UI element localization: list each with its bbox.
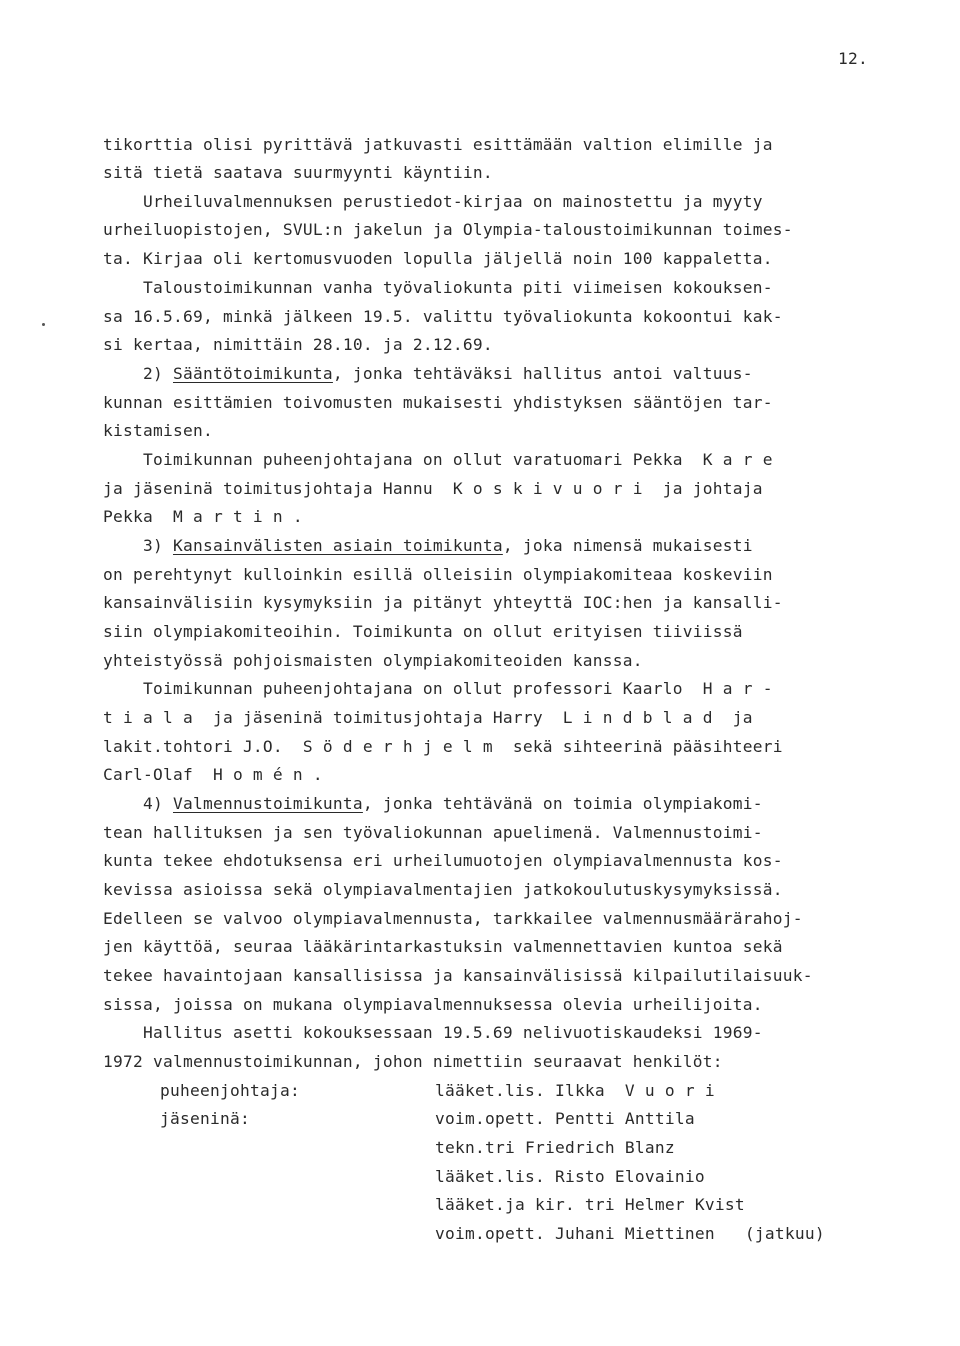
member-name: lääket.lis. Ilkka V u o r i <box>435 1081 715 1100</box>
text-line: sissa, joissa on mukana olympiavalmennuksessa olevia urheilijoita. <box>103 995 763 1014</box>
text-line: lakit.tohtori J.O. S ö d e r h j e l m sekä sihteerinä pääsihteeri <box>103 737 783 756</box>
text-line: si kertaa, nimittäin 28.10. ja 2.12.69. <box>103 335 493 354</box>
text-line: tekee havaintojaan kansallisissa ja kansainvälisissä kilpailutilaisuuk- <box>103 966 813 985</box>
text-line: sa 16.5.69, minkä jälkeen 19.5. valittu työvaliokunta kokoontui kak- <box>103 307 783 326</box>
text-line: kansainvälisiin kysymyksiin ja pitänyt yhteyttä IOC:hen ja kansalli- <box>103 593 783 612</box>
text-line: kunnan esittämien toivomusten mukaisesti yhdistyksen sääntöjen tar- <box>103 393 773 412</box>
text-line: Carl-Olaf H o m é n . <box>103 765 323 784</box>
section-number: 4) <box>103 794 173 813</box>
section-number: 2) <box>103 364 173 383</box>
text-line: Toimikunnan puheenjohtajana on ollut varatuomari Pekka K a r e <box>103 450 773 469</box>
text-line: kunta tekee ehdotuksensa eri urheilumuotojen olympiavalmennusta kos- <box>103 851 783 870</box>
member-name: lääket.lis. Risto Elovainio <box>435 1167 705 1186</box>
text-line: sitä tietä saatava suurmyynti käyntiin. <box>103 163 493 182</box>
member-name: voim.opett. Pentti Anttila <box>435 1109 695 1128</box>
section-title: Kansainvälisten asiain toimikunta <box>172 536 503 555</box>
section-3-heading-line <box>103 536 753 556</box>
text-line: siin olympiakomiteoihin. Toimikunta on ollut erityisen tiiviissä <box>103 622 743 641</box>
member-name: tekn.tri Friedrich Blanz <box>435 1138 675 1157</box>
member-name: voim.opett. Juhani Miettinen (jatkuu) <box>435 1224 825 1243</box>
section-4-heading-line <box>103 794 763 814</box>
text-line: 1972 valmennustoimikunnan, johon nimettiin seuraavat henkilöt: <box>103 1052 723 1071</box>
section-2-heading-line <box>103 364 753 384</box>
text-line: on perehtynyt kulloinkin esillä olleisiin olympiakomiteaa koskeviin <box>103 565 773 584</box>
section-heading-rest: , jonka tehtäväksi hallitus antoi valtuus- <box>332 364 753 383</box>
page-number: 12. <box>838 49 868 68</box>
text-line: tikorttia olisi pyrittävä jatkuvasti esittämään valtion elimille ja <box>103 135 773 154</box>
section-number: 3) <box>103 536 173 555</box>
section-heading-rest: , joka nimensä mukaisesti <box>502 536 753 555</box>
text-line: Pekka M a r t i n . <box>103 507 303 526</box>
section-title: Valmennustoimikunta <box>172 794 363 813</box>
text-line: Edelleen se valvoo olympiavalmennusta, tarkkailee valmennusmäärärahoj- <box>103 909 803 928</box>
text-line: tean hallituksen ja sen työvaliokunnan apuelimenä. Valmennustoimi- <box>103 823 763 842</box>
text-line: Urheiluvalmennuksen perustiedot-kirjaa on mainostettu ja myyty <box>103 192 763 211</box>
text-line: Toimikunnan puheenjohtajana on ollut professori Kaarlo H a r - <box>103 679 773 698</box>
text-line: kevissa asioissa sekä olympiavalmentajien jatkokoulutuskysymyksissä. <box>103 880 783 899</box>
section-heading-rest: , jonka tehtävänä on toimia olympiakomi- <box>362 794 763 813</box>
text-line: jen käyttöä, seuraa lääkärintarkastuksin valmennettavien kuntoa sekä <box>103 937 783 956</box>
members-label: jäseninä: <box>160 1109 250 1128</box>
text-line: kistamisen. <box>103 421 213 440</box>
section-title: Sääntötoimikunta <box>172 364 333 383</box>
text-line: ta. Kirjaa oli kertomusvuoden lopulla jäljellä noin 100 kappaletta. <box>103 249 773 268</box>
member-name: lääket.ja kir. tri Helmer Kvist <box>435 1195 745 1214</box>
text-line: Hallitus asetti kokouksessaan 19.5.69 nelivuotiskaudeksi 1969- <box>103 1023 763 1042</box>
text-line: yhteistyössä pohjoismaisten olympiakomiteoiden kanssa. <box>103 651 643 670</box>
chair-label: puheenjohtaja: <box>160 1081 300 1100</box>
text-line: ja jäseninä toimitusjohtaja Hannu K o s k i v u o r i ja johtaja <box>103 479 763 498</box>
text-line: urheiluopistojen, SVUL:n jakelun ja Olympia-taloustoimikunnan toimes- <box>103 220 793 239</box>
text-line: Taloustoimikunnan vanha työvaliokunta piti viimeisen kokouksen- <box>103 278 773 297</box>
margin-speck <box>42 323 45 326</box>
text-line: t i a l a ja jäseninä toimitusjohtaja Harry L i n d b l a d ja <box>103 708 753 727</box>
